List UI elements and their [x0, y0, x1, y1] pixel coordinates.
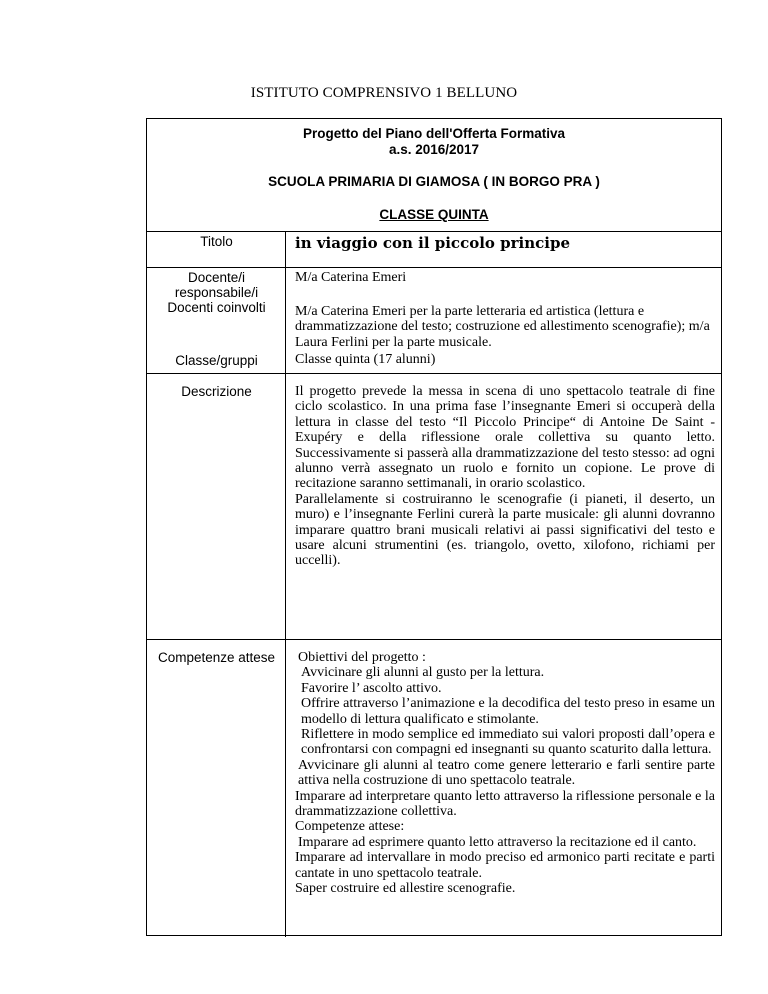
project-title: in viaggio con il piccolo principe [295, 234, 570, 252]
obiettivo-item: Avvicinare gli alunni al gusto per la lettura. [301, 665, 545, 681]
row-descrizione [147, 374, 721, 640]
docenti-responsabili-label [147, 270, 286, 315]
row-competenze [147, 640, 721, 937]
classe-label: Classe/gruppi [175, 353, 258, 368]
competenze-label: Competenze attese [157, 650, 276, 665]
obiettivi-heading: Obiettivi del progetto : [298, 650, 426, 665]
descrizione-paragraph: Parallelamente si costruiranno le scenografie (i pianeti, il deserto, un muro) e l’insegnante Ferlini curerà la parte musicale: gli alunni dovranno imparare quattro brani musicali relativi ai passi significativi del testo e usare alcuni strumentini (es. triangolo, ovetto, xilofono, richiami per uccelli). [295, 491, 715, 569]
titolo-label: Titolo [200, 234, 233, 249]
label-cell [147, 640, 286, 937]
project-header [147, 119, 721, 232]
obiettivo-item: Offrire attraverso l’animazione e la decodifica del testo preso in esame un modello di lettura qualificato e stimolante. [301, 696, 715, 727]
obiettivo-item: Favorire l’ ascolto attivo. [301, 680, 442, 696]
obiettivo-item: Avvicinare gli alunni al teatro come genere letterario e farli sentire parte attiva nella costruzione di uno spettacolo teatrale. [298, 757, 715, 789]
obiettivo-item: Riflettere in modo semplice ed immediato sui valori proposti dall’opera e confrontarsi con compagni ed insegnanti su quanto scaturito dalla lettura. [301, 727, 715, 758]
competenze-text [295, 650, 715, 897]
class-name: CLASSE QUINTA [379, 207, 489, 222]
obiettivo-item: Imparare ad interpretare quanto letto attraverso la riflessione personale e la drammatizzazione collettiva. [295, 788, 715, 820]
school-name: SCUOLA PRIMARIA DI GIAMOSA ( IN BORGO PRA ) [268, 174, 600, 189]
row-titolo [147, 232, 721, 268]
project-line: Progetto del Piano dell'Offerta Formativa [302, 126, 565, 141]
institute-heading: ISTITUTO COMPRENSIVO 1 BELLUNO [250, 85, 518, 101]
project-table [146, 118, 722, 936]
docenti-coinvolti: M/a Caterina Emeri per la parte letteraria ed artistica (lettura e drammatizzazione del testo; costruzione ed allestimento scenografie); m/a Laura Ferlini per la parte musicale. [295, 304, 710, 350]
competenza-item: Saper costruire ed allestire scenografie. [295, 881, 516, 897]
competenze-heading: Competenze attese: [295, 819, 405, 835]
label-line: Docente/i [187, 270, 246, 285]
docente-responsabile: M/a Caterina Emeri [295, 270, 407, 285]
row-docenti [147, 268, 721, 374]
label-cell [147, 374, 286, 639]
competenza-item: Imparare ad esprimere quanto letto attraverso la recitazione ed il canto. [298, 834, 697, 850]
school-year: a.s. 2016/2017 [388, 142, 480, 157]
classe-gruppi: Classe quinta (17 alunni) [295, 352, 436, 367]
descrizione-paragraph: Il progetto prevede la messa in scena di uno spettacolo teatrale di fine ciclo scolastico. In una prima fase l’insegnante Emeri si occuperà della lettura in classe del testo “Il Piccolo Principe“ di Antoine De Saint - Exupéry e della riflessione orale collettiva su quanto letto. Successivamente si passerà alla drammatizzazione del testo stesso: ad ogni alunno verrà assegnato un ruolo e fornito un copione. Le prove di recitazione saranno settimanali, in orario scolastico. [295, 384, 715, 492]
competenza-item: Imparare ad intervallare in modo preciso ed armonico parti recitate e parti cantate in uno spettacolo teatrale. [295, 850, 715, 881]
descrizione-label: Descrizione [181, 384, 252, 399]
label-line: responsabile/i [174, 285, 259, 300]
descrizione-text [295, 384, 715, 569]
label-line: Docenti coinvolti [167, 300, 266, 315]
